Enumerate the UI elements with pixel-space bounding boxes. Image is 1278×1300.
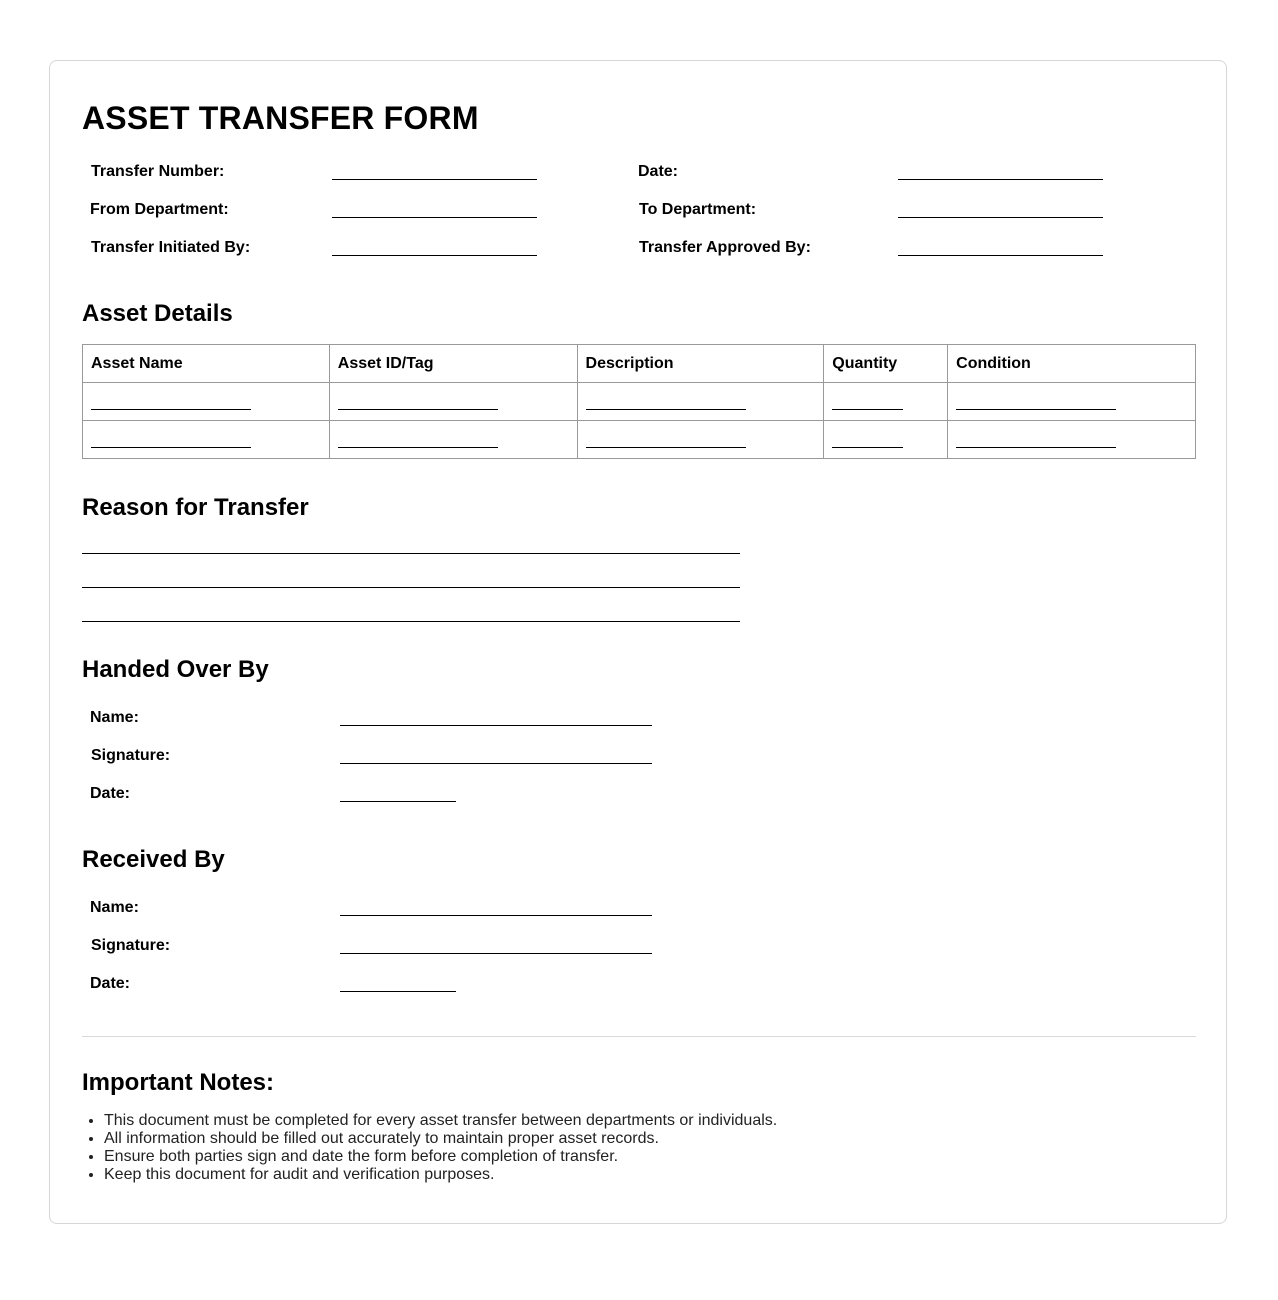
date-label: Date: [638,163,679,180]
description-cell[interactable] [577,383,824,421]
handed-over-date-label: Date: [90,785,131,802]
received-name-field[interactable] [340,915,652,916]
handed-over-date-field[interactable] [340,801,456,802]
to-department-field[interactable] [898,217,1103,218]
from-department-field[interactable] [332,217,537,218]
description-cell[interactable] [577,421,824,459]
column-header-asset-id: Asset ID/Tag [329,345,577,383]
asset-name-cell[interactable] [83,421,330,459]
column-header-condition: Condition [948,345,1196,383]
notes-heading: Important Notes: [82,1069,274,1096]
asset-id-cell[interactable] [329,383,577,421]
notes-list [82,1112,777,1184]
initiated-by-field[interactable] [332,255,537,256]
received-name-label: Name: [90,899,139,916]
reason-heading: Reason for Transfer [82,494,309,521]
handed-over-name-field[interactable] [340,725,652,726]
reason-line-1[interactable] [82,553,740,554]
list-item: • This document must be completed for every asset transfer between departments or individuals. [104,1112,777,1130]
list-item: • All information should be filled out accurately to maintain proper asset records. [104,1130,777,1148]
table-row [83,421,1196,459]
to-department-label: To Department: [639,201,757,218]
section-divider [82,1036,1196,1037]
column-header-quantity: Quantity [824,345,948,383]
reason-line-2[interactable] [82,587,740,588]
asset-table [82,344,1196,459]
received-date-field[interactable] [340,991,456,992]
reason-line-3[interactable] [82,621,740,622]
column-header-asset-name: Asset Name [83,345,330,383]
list-item: • Ensure both parties sign and date the form before completion of transfer. [104,1148,777,1166]
handed-over-heading: Handed Over By [82,656,269,683]
asset-id-cell[interactable] [329,421,577,459]
asset-name-cell[interactable] [83,383,330,421]
asset-table-header-row [83,345,1196,383]
form-card [49,60,1227,1224]
received-date-label: Date: [90,975,131,992]
handed-over-signature-label: Signature: [91,747,171,764]
received-heading: Received By [82,846,225,873]
table-row [83,383,1196,421]
initiated-by-label: Transfer Initiated By: [91,239,251,256]
received-signature-field[interactable] [340,953,652,954]
approved-by-field[interactable] [898,255,1103,256]
transfer-number-label: Transfer Number: [91,163,225,180]
transfer-number-field[interactable] [332,179,537,180]
list-item: • Keep this document for audit and verification purposes. [104,1166,777,1184]
quantity-cell[interactable] [824,383,948,421]
from-department-label: From Department: [90,201,229,218]
handed-over-signature-field[interactable] [340,763,652,764]
column-header-description: Description [577,345,824,383]
condition-cell[interactable] [948,383,1196,421]
approved-by-label: Transfer Approved By: [639,239,811,256]
received-signature-label: Signature: [91,937,171,954]
date-field[interactable] [898,179,1103,180]
handed-over-name-label: Name: [90,709,139,726]
form-title: ASSET TRANSFER FORM [82,100,479,136]
quantity-cell[interactable] [824,421,948,459]
condition-cell[interactable] [948,421,1196,459]
asset-details-heading: Asset Details [82,300,233,327]
